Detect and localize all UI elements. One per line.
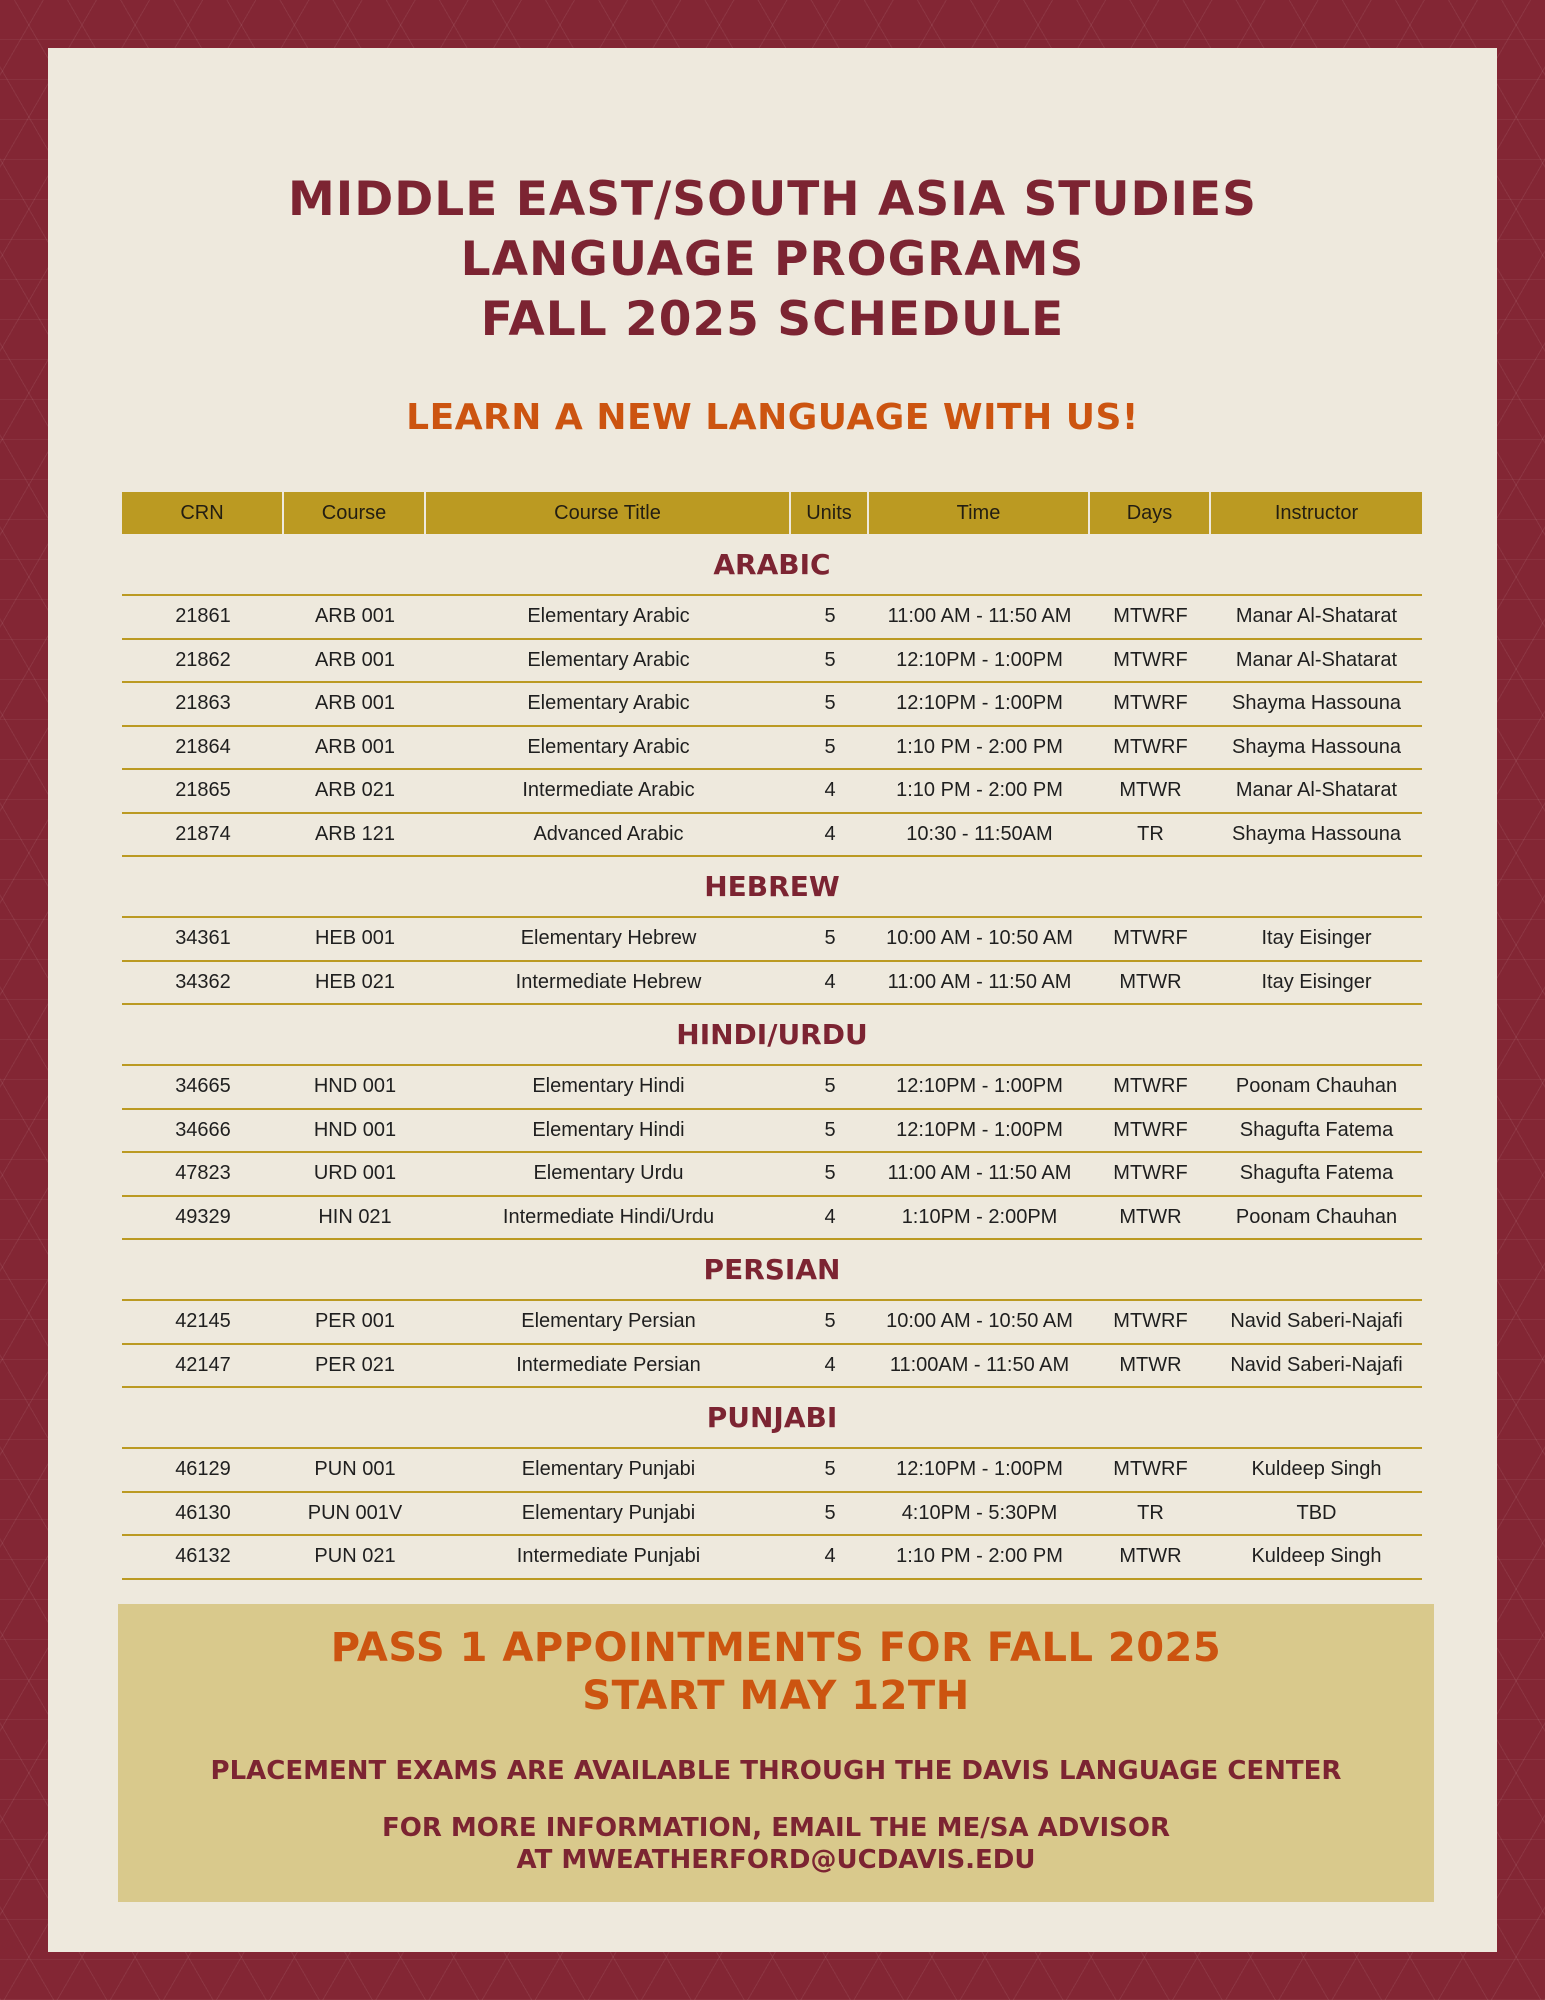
table-row [122,1345,1422,1389]
table-row [122,683,1422,727]
cell-units: 5 [824,692,836,715]
cell-days: MTWR [1119,1205,1182,1228]
section-heading: HINDI/URDU [122,1005,1422,1066]
header-units: Units [791,492,869,534]
cell-time: 10:00 AM - 10:50 AM [886,1310,1073,1333]
cell-crn: 46130 [175,1501,231,1524]
cell-instructor: Itay Eisinger [1261,927,1372,950]
pass-line-1: PASS 1 APPOINTMENTS FOR FALL 2025 [330,1625,1222,1671]
cell-course-title: Advanced Arabic [533,822,684,845]
table-row [122,1110,1422,1154]
cell-instructor: Poonam Chauhan [1235,1205,1398,1228]
section-heading: PERSIAN [122,1240,1422,1301]
cell-course: ARB 001 [314,692,396,715]
info-box [118,1604,1434,1902]
cell-course: HIN 021 [318,1205,392,1228]
cell-days: MTWRF [1113,1162,1188,1185]
cell-crn: 47823 [175,1162,231,1185]
cell-course: ARB 001 [314,648,396,671]
cell-crn: 21864 [175,735,231,758]
cell-days: MTWRF [1113,605,1188,628]
cell-days: MTWRF [1113,1310,1188,1333]
cell-time: 12:10PM - 1:00PM [896,1458,1063,1481]
cell-crn: 21874 [175,822,231,845]
placement-note: PLACEMENT EXAMS ARE AVAILABLE THROUGH THE DAVIS LANGUAGE CENTER [210,1756,1342,1786]
cell-course-title: Elementary Punjabi [521,1458,696,1481]
cell-course: ARB 121 [314,822,396,845]
cell-units: 5 [824,1501,836,1524]
cell-instructor: Manar Al-Shatarat [1235,779,1398,802]
cell-course: ARB 001 [314,605,396,628]
cell-instructor: Itay Eisinger [1261,970,1372,993]
flyer-card [48,48,1497,1952]
cell-crn: 34361 [175,927,231,950]
cell-days: MTWR [1119,970,1182,993]
header-course-title: Course Title [426,492,791,534]
cell-instructor: Shagufta Fatema [1239,1162,1394,1185]
header-course: Course [284,492,426,534]
cell-time: 1:10PM - 2:00PM [901,1205,1058,1228]
cell-course-title: Elementary Hindi [532,1118,685,1141]
table-header [122,492,1422,534]
cell-instructor: Shagufta Fatema [1239,1118,1394,1141]
table-row [122,814,1422,858]
table-row [122,596,1422,640]
cell-days: TR [1137,822,1164,845]
section-heading: HEBREW [122,857,1422,918]
cell-units: 4 [824,822,836,845]
cell-time: 11:00 AM - 11:50 AM [887,605,1072,628]
cell-days: MTWRF [1113,927,1188,950]
cell-course: HEB 021 [314,970,396,993]
cell-instructor: Manar Al-Shatarat [1235,605,1398,628]
header-days: Days [1090,492,1211,534]
info-line-2: AT MWEATHERFORD@UCDAVIS.EDU [516,1845,1036,1875]
cell-course: PER 001 [314,1310,396,1333]
table-row [122,1197,1422,1241]
cell-instructor: Shayma Hassouna [1232,822,1401,845]
cell-units: 4 [824,1545,836,1568]
header-time: Time [869,492,1090,534]
cell-course: PER 021 [314,1353,396,1376]
title-line-3: FALL 2025 SCHEDULE [480,292,1065,347]
cell-time: 12:10PM - 1:00PM [896,1075,1063,1098]
cell-crn: 21861 [175,605,231,628]
cell-course: URD 001 [313,1162,397,1185]
cell-course: HND 001 [313,1075,397,1098]
cell-days: MTWR [1119,1545,1182,1568]
info-line-1: FOR MORE INFORMATION, EMAIL THE ME/SA ADVISOR [382,1813,1170,1843]
cell-crn: 34666 [175,1118,231,1141]
cell-instructor: Shayma Hassouna [1232,692,1401,715]
cell-instructor: Poonam Chauhan [1235,1075,1398,1098]
cell-units: 5 [824,1310,836,1333]
cell-crn: 21865 [175,779,231,802]
cell-instructor: Navid Saberi-Najafi [1230,1353,1403,1376]
cell-course-title: Intermediate Persian [516,1353,701,1376]
cell-course-title: Intermediate Punjabi [516,1545,701,1568]
cell-time: 10:30 - 11:50AM [906,822,1053,845]
cell-units: 5 [824,1075,836,1098]
cell-crn: 46129 [175,1458,231,1481]
table-row [122,962,1422,1006]
schedule-table [122,492,1422,1580]
table-row [122,1449,1422,1493]
cell-course: ARB 001 [314,735,396,758]
cell-time: 12:10PM - 1:00PM [896,648,1063,671]
cell-time: 12:10PM - 1:00PM [896,1118,1063,1141]
cell-instructor: Kuldeep Singh [1251,1545,1382,1568]
pass-announcement [118,1624,1434,1720]
cell-course: PUN 021 [314,1545,396,1568]
cell-crn: 42145 [175,1310,231,1333]
cell-time: 11:00 AM - 11:50 AM [887,970,1072,993]
cell-course-title: Elementary Hebrew [520,927,697,950]
cell-time: 1:10 PM - 2:00 PM [896,779,1063,802]
cell-course-title: Elementary Hindi [532,1075,685,1098]
cell-units: 5 [824,648,836,671]
cell-time: 12:10PM - 1:00PM [896,692,1063,715]
cell-course-title: Intermediate Arabic [522,779,695,802]
cell-course-title: Elementary Urdu [533,1162,684,1185]
cell-units: 4 [824,1205,836,1228]
cell-crn: 34362 [175,970,231,993]
cell-time: 1:10 PM - 2:00 PM [896,1545,1063,1568]
cell-time: 11:00AM - 11:50 AM [889,1353,1070,1376]
cell-days: MTWRF [1113,1458,1188,1481]
table-row [122,1066,1422,1110]
table-row [122,1301,1422,1345]
cell-time: 1:10 PM - 2:00 PM [896,735,1063,758]
cell-course: HND 001 [313,1118,397,1141]
header-instructor: Instructor [1274,501,1359,524]
cell-crn: 21862 [175,648,231,671]
cell-course-title: Elementary Arabic [527,735,690,758]
cell-course: HEB 001 [314,927,396,950]
cell-course-title: Intermediate Hebrew [515,970,702,993]
cell-units: 5 [824,1458,836,1481]
cell-units: 4 [824,1353,836,1376]
cell-course-title: Elementary Arabic [527,605,690,628]
title-line-2: LANGUAGE PROGRAMS [460,232,1085,287]
cell-instructor: Shayma Hassouna [1232,735,1401,758]
cell-days: MTWR [1119,1353,1182,1376]
cell-units: 5 [824,735,836,758]
cell-units: 5 [824,1118,836,1141]
cell-course: ARB 021 [314,779,396,802]
cell-units: 4 [824,779,836,802]
contact-info [118,1812,1434,1876]
cell-days: MTWRF [1113,648,1188,671]
cell-days: MTWRF [1113,692,1188,715]
cell-units: 5 [824,927,836,950]
cell-course-title: Elementary Arabic [527,648,690,671]
cell-crn: 42147 [175,1353,231,1376]
cell-days: MTWRF [1113,735,1188,758]
cell-time: 11:00 AM - 11:50 AM [887,1162,1072,1185]
cell-crn: 49329 [175,1205,231,1228]
cell-days: TR [1137,1501,1164,1524]
table-row [122,1536,1422,1580]
cell-course: PUN 001V [307,1501,403,1524]
title-line-1: MIDDLE EAST/SOUTH ASIA STUDIES [288,172,1257,227]
section-heading: ARABIC [122,534,1422,596]
page-title [48,170,1497,350]
pass-line-2: START MAY 12TH [582,1673,970,1719]
cell-course-title: Elementary Arabic [527,692,690,715]
cell-units: 4 [824,970,836,993]
cell-days: MTWR [1119,779,1182,802]
table-row [122,1153,1422,1197]
cell-time: 10:00 AM - 10:50 AM [886,927,1073,950]
cell-crn: 46132 [175,1545,231,1568]
cell-days: MTWRF [1113,1075,1188,1098]
cell-instructor: Manar Al-Shatarat [1235,648,1398,671]
section-heading: PUNJABI [122,1388,1422,1449]
table-row [122,640,1422,684]
cell-instructor: TBD [1296,1501,1337,1524]
cell-crn: 34665 [175,1075,231,1098]
cell-course: PUN 001 [314,1458,396,1481]
table-row [122,918,1422,962]
table-row [122,727,1422,771]
cell-days: MTWRF [1113,1118,1188,1141]
cell-crn: 21863 [175,692,231,715]
cell-instructor: Kuldeep Singh [1251,1458,1382,1481]
cell-course-title: Intermediate Hindi/Urdu [502,1205,715,1228]
cell-course-title: Elementary Punjabi [521,1501,696,1524]
cell-units: 5 [824,605,836,628]
cell-course-title: Elementary Persian [521,1310,696,1333]
tagline: LEARN A NEW LANGUAGE WITH US! [406,397,1139,438]
table-row [122,770,1422,814]
cell-instructor: Navid Saberi-Najafi [1230,1310,1403,1333]
cell-units: 5 [824,1162,836,1185]
header-crn: CRN [122,492,284,534]
cell-time: 4:10PM - 5:30PM [901,1501,1058,1524]
table-row [122,1493,1422,1537]
